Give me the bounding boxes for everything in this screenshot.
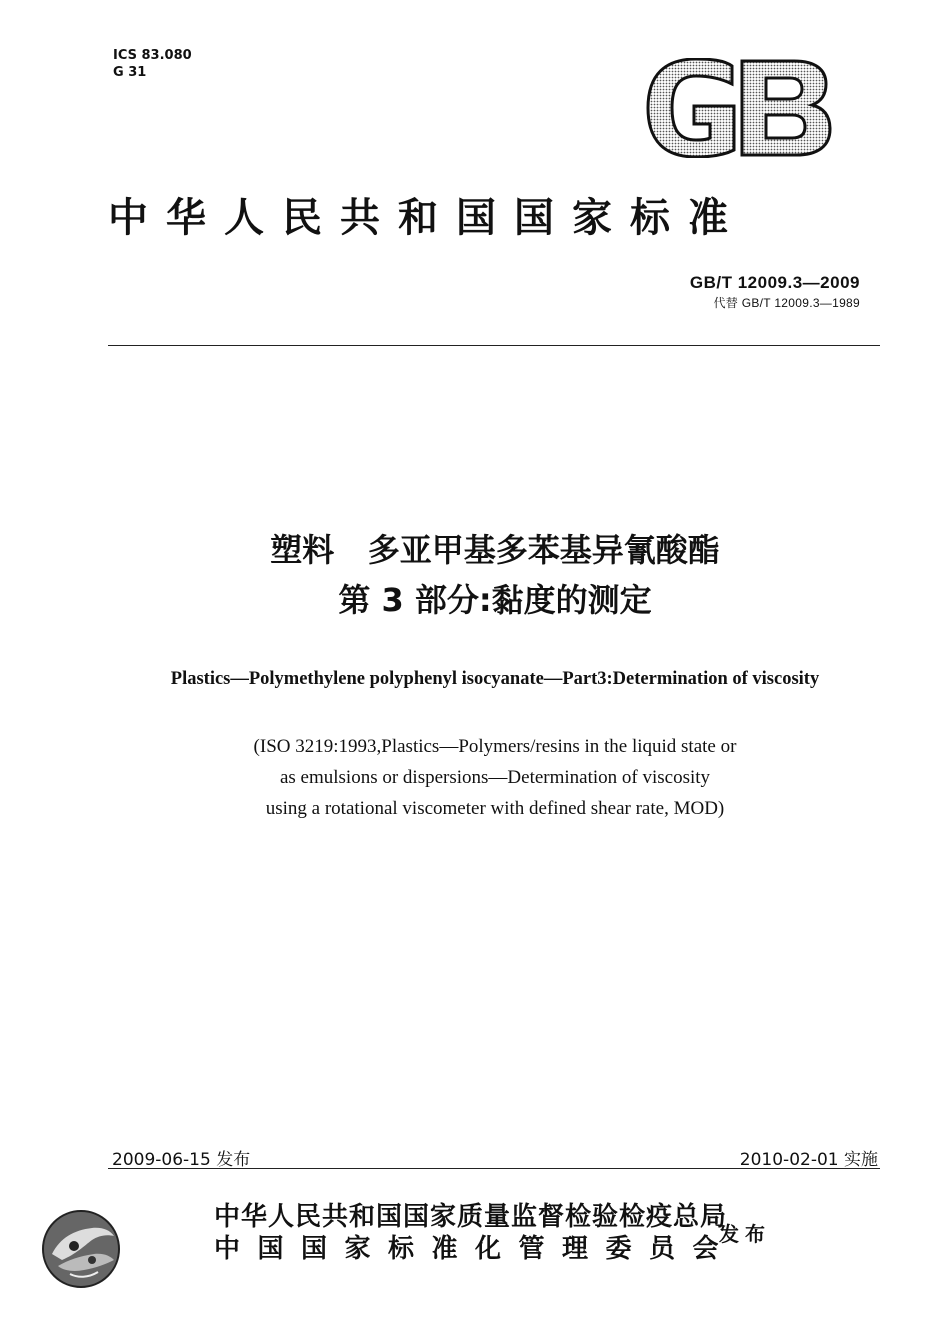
issue-date: 2009-06-15 发布 [112,1150,251,1170]
ccs-code: G 31 [113,65,147,80]
issuer-sac: 中国国家标准化管理委员会 [214,1234,737,1264]
iso-reference-line-2: as emulsions or dispersions—Determination of viscosity [279,767,711,788]
gb-logo [644,58,834,158]
issuer-aqsiq: 中华人民共和国国家质量监督检验检疫总局 [214,1202,728,1232]
iso-reference-line-3: using a rotational viscometer with defined shear rate, MOD) [265,798,725,819]
chinese-title [0,525,950,625]
replaced-standard: 代替 GB/T 12009.3—1989 [713,296,860,310]
national-standard-title: 中华人民共和国国家标准 [108,194,746,241]
english-title: Plastics—Polymethylene polyphenyl isocyanate—Part3:Determination of viscosity [170,669,820,689]
footer-divider [108,1168,880,1169]
iso-reference [0,731,950,824]
standard-number: GB/T 12009.3—2009 [689,273,860,292]
issuing-authorities [214,1201,736,1265]
publish-label: 发布 [719,1222,771,1246]
ics-code: ICS 83.080 [113,48,192,63]
chinese-title-line-1: 塑料 多亚甲基多苯基异氰酸酯 [270,531,720,569]
classification-codes [113,47,192,81]
chinese-title-line-2: 第 3 部分:黏度的测定 [338,581,652,619]
header-divider [108,345,880,346]
national-emblem [40,1208,122,1290]
implementation-date: 2010-02-01 实施 [739,1150,878,1170]
standard-number-block [690,273,860,311]
iso-reference-line-1: (ISO 3219:1993,Plastics—Polymers/resins in the liquid state or [253,736,737,757]
